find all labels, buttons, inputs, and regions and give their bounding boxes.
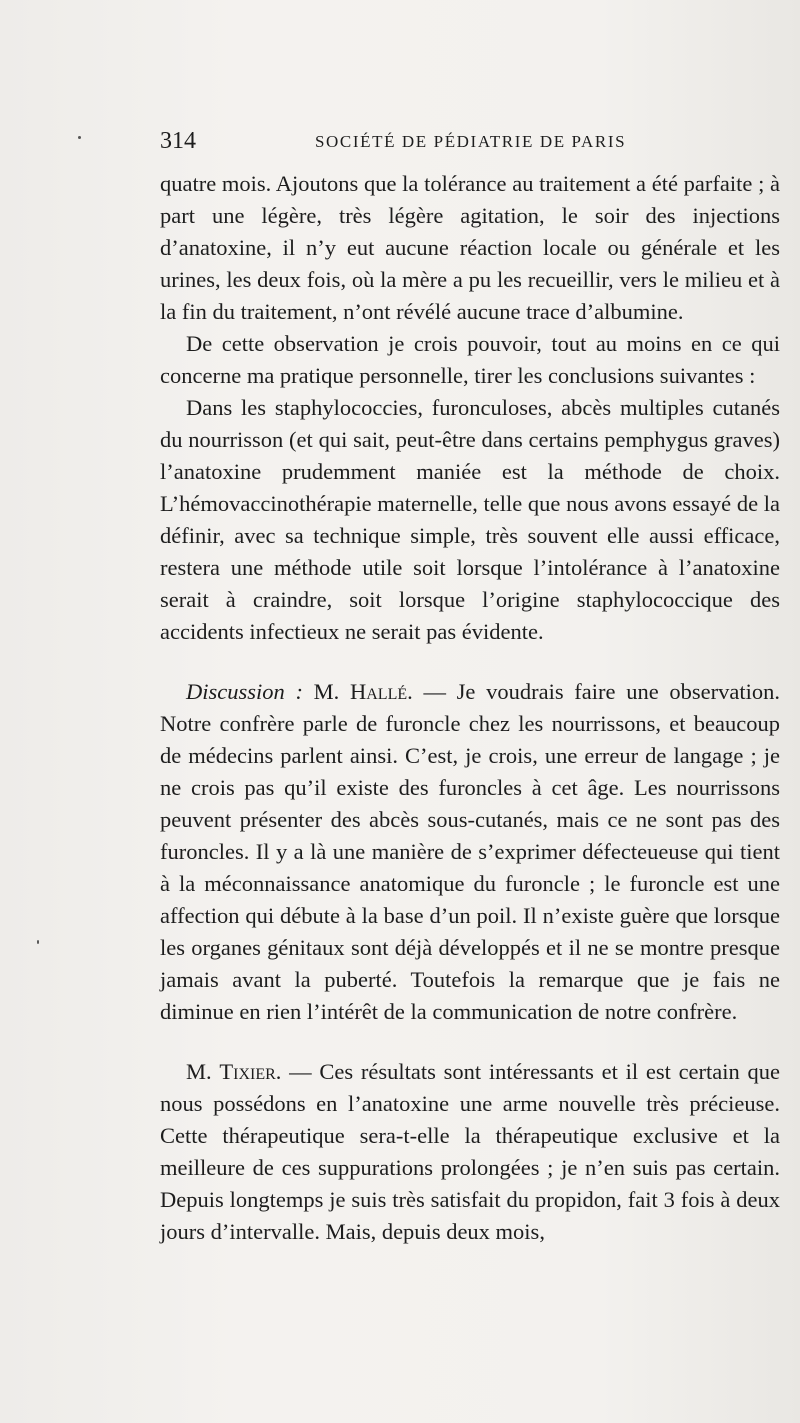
discussion-paragraph xyxy=(160,676,780,1028)
page-number: 314 xyxy=(160,128,196,154)
paragraph-continuation: quatre mois. Ajoutons que la tolérance au traitement a été parfaite ; à part une légère, très légère agitation, le soir des injections d’anatoxine, il n’y eut aucune réaction locale ou générale et les urines, les deux fois, où la mère a pu les recueillir, vers le milieu et à la fin du traitement, n’ont révélé aucune trace d’albumine. xyxy=(160,171,780,324)
running-title: SOCIÉTÉ DE PÉDIATRIE DE PARIS xyxy=(315,132,627,151)
speaker-name: Tixier. xyxy=(219,1059,282,1084)
body-text xyxy=(160,168,780,1248)
speck-mark xyxy=(37,940,39,944)
speaker-prefix: M. xyxy=(186,1059,212,1084)
speaker-prefix: M. xyxy=(313,679,340,704)
discussion-label: Discussion : xyxy=(186,679,303,704)
paragraph-conclusions: Dans les staphylococcies, furonculoses, abcès multiples cutanés du nourrisson (et qui sait, peut-être dans certains pemphygus graves) l’anatoxine prudemment maniée est la méthode de choix. L’hémovaccinothérapie maternelle, telle que nous avons essayé de la définir, avec sa technique simple, très souvent elle aussi efficace, restera une méthode utile soit lorsque l’intolérance à l’anatoxine serait à craindre, soit lorsque l’origine staphylococcique des accidents infectieux ne serait pas évidente. xyxy=(160,395,780,644)
tixier-paragraph xyxy=(160,1056,780,1248)
speck-mark xyxy=(78,136,81,139)
discussion-text: — Je voudrais faire une observation. Notre confrère parle de furoncle chez les nourrissons, et beaucoup de médecins parlent ainsi. C’est, je crois, une erreur de langage ; je ne crois pas qu’il existe des furoncles à cet âge. Les nourrissons peuvent présenter des abcès sous-cutanés, mais ce ne sont pas des furoncles. Il y a là une manière de s’exprimer défecteueuse qui tient à la méconnaissance anatomique du furoncle ; le furoncle est une affection qui débute à la base d’un poil. Il n’existe guère que lorsque les organes génitaux sont déjà développés et il ne se montre presque jamais avant la puberté. Toutefois la remarque que je fais ne diminue en rien l’intérêt de la communication de notre confrère. xyxy=(160,679,780,1024)
tixier-text: — Ces résultats sont intéressants et il est certain que nous possédons en l’anatoxine une arme nouvelle très précieuse. Cette thérapeutique sera-t-elle la thérapeutique exclusive et la meilleure de ces suppurations prolongées ; je n’en suis pas certain. Depuis longtemps je suis très satisfait du propidon, fait 3 fois à deux jours d’intervalle. Mais, depuis deux mois, xyxy=(160,1059,781,1244)
page-header xyxy=(160,128,780,160)
speaker-name: Hallé. xyxy=(350,679,413,704)
paragraph-conclusion-intro: De cette observation je crois pouvoir, tout au moins en ce qui concerne ma pratique personnelle, tirer les conclusions suivantes : xyxy=(160,331,780,388)
